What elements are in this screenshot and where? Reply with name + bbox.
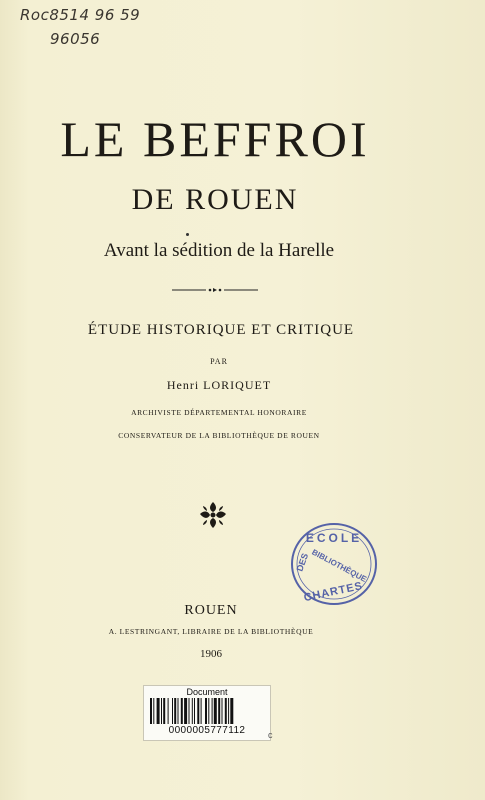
handwritten-number: 96056 [50,30,101,48]
imprint-publisher: A. LESTRINGANT, LIBRAIRE DE LA BIBLIOTHÈQUE [108,627,314,636]
author-role-archivist: ARCHIVISTE DÉPARTEMENTAL HONORAIRE [131,408,307,417]
book-tagline: Avant la sédition de la Harelle [103,240,335,261]
stamp-left-text: DES [294,551,311,573]
barcode-title: Document [186,687,228,697]
book-subtitle: DE ROUEN [131,183,299,216]
stamp-top-text: ECOLE [305,531,363,545]
book-title: LE BEFFROI [60,111,370,167]
barcode-bars [150,698,264,724]
barcode-label [143,685,271,741]
handwritten-shelfmark: Rос8514 96 59 [20,6,141,24]
stamp-center-text: BIBLIOTHÈQUE [310,547,368,584]
imprint-city: ROUEN [184,603,238,618]
author-name: Henri LORIQUET [166,378,272,392]
study-heading: ÉTUDE HISTORIQUE ET CRITIQUE [87,322,355,338]
fleuron-icon [197,500,229,530]
library-stamp [288,520,380,608]
stamp-bottom-text: CHARTES [302,579,365,605]
author-role-curator: CONSERVATEUR DE LA BIBLIOTHÈQUE DE ROUEN [118,431,320,440]
barcode-number: 0000005777112 [168,725,246,736]
printed-dot [186,233,189,236]
divider-ornament [172,287,258,293]
corner-mark: c [268,730,273,740]
by-label: PAR [210,357,228,366]
imprint-year: 1906 [200,648,222,660]
